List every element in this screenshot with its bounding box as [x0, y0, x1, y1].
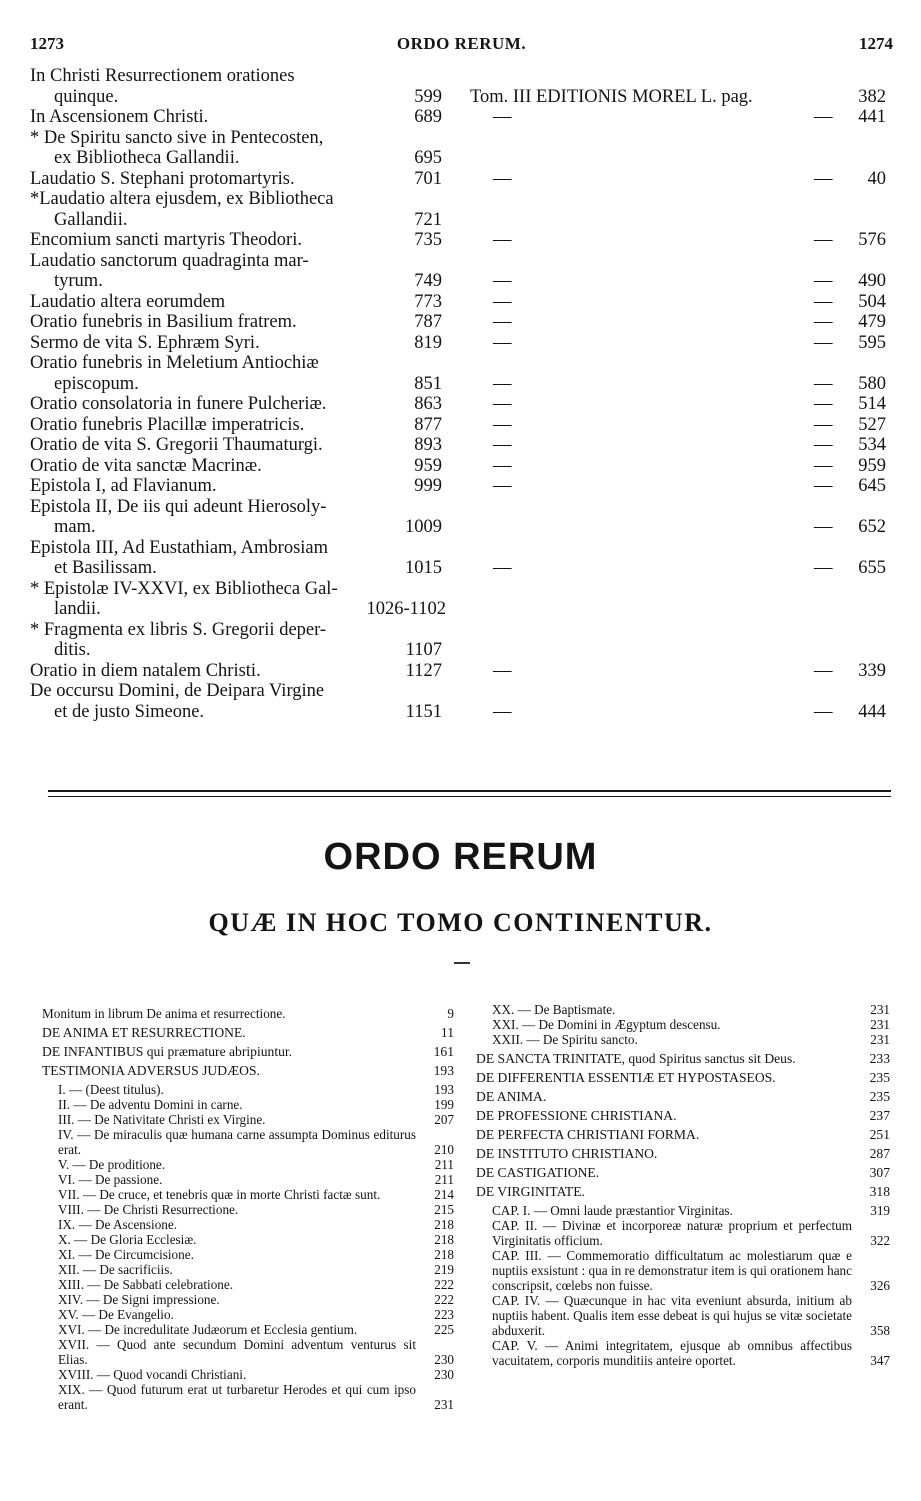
contents-entry-text: X. — De Gloria Ecclesiæ.	[58, 1232, 197, 1247]
contents-entry	[42, 1097, 454, 1112]
edition-page: 959	[858, 455, 886, 476]
ditto-dash: —	[814, 168, 833, 189]
contents-entry-page: 235	[869, 1089, 890, 1104]
contents-entry	[42, 1232, 454, 1247]
contents-entry-page: 215	[434, 1202, 454, 1217]
contents-entry	[42, 1307, 454, 1322]
section-divider-thick	[48, 790, 891, 792]
entry-title	[30, 394, 398, 415]
contents-left-column	[42, 1006, 454, 1412]
section-subtitle: QUÆ IN HOC TOMO CONTINENTUR.	[208, 908, 713, 937]
ditto-dash: —	[814, 414, 833, 435]
ditto-dash: —	[814, 373, 833, 394]
ditto-dash: —	[493, 107, 512, 127]
contents-entry-text: DE PERFECTA CHRISTIANI FORMA.	[476, 1127, 700, 1142]
entry-line: ex Bibliotheca Gallandii.	[54, 148, 240, 168]
entry-page: 1015	[405, 558, 442, 578]
contents-entry-text: VII. — De cruce, et tenebris quæ in morte Christi factæ sunt.	[58, 1187, 381, 1202]
contents-entry	[476, 1338, 890, 1368]
contents-entry-page: 193	[434, 1082, 454, 1097]
index-entry	[30, 497, 890, 538]
entry-page: 599	[414, 86, 442, 107]
entry-page: 721	[414, 209, 442, 230]
entry-line: mam.	[54, 517, 96, 537]
index-entry	[30, 456, 890, 477]
ditto-dash: —	[493, 332, 512, 353]
ditto-dash: —	[814, 394, 833, 414]
section-divider-thin	[48, 796, 891, 797]
contents-entry	[42, 1367, 454, 1382]
entry-page: 1026-1102	[366, 599, 446, 619]
edition-page: 441	[858, 107, 886, 127]
entry-title	[30, 333, 398, 354]
contents-entry	[476, 1293, 890, 1338]
ditto-dash: —	[493, 312, 512, 332]
entry-title	[30, 661, 398, 682]
contents-entry	[42, 1262, 454, 1277]
index-entry	[30, 620, 890, 661]
entry-page: 787	[414, 312, 442, 332]
contents-entry	[42, 1082, 454, 1097]
contents-entry	[476, 1248, 890, 1293]
contents-entry	[42, 1172, 454, 1187]
edition-page: 652	[858, 517, 886, 537]
entry-line: Encomium sancti martyris Theodori.	[30, 230, 302, 250]
contents-entry	[42, 1006, 454, 1021]
index-entry	[30, 66, 890, 107]
contents-entry-text: XX. — De Baptismate.	[492, 1002, 616, 1017]
contents-entry-text: I. — (Deest titulus).	[58, 1082, 164, 1097]
entry-line: et de justo Simeone.	[54, 701, 205, 722]
entry-line: Laudatio altera eorumdem	[30, 291, 226, 312]
entry-line: Oratio funebris Placillæ imperatricis.	[30, 414, 305, 435]
edition-page: 645	[858, 476, 886, 496]
ditto-dash: —	[814, 517, 833, 537]
entry-title	[30, 169, 398, 190]
entry-line: Laudatio sanctorum quadraginta mar-	[30, 250, 309, 271]
contents-entry-page: 223	[434, 1307, 454, 1322]
contents-entry-text: CAP. I. — Omni laude præstantior Virginitas.	[492, 1203, 733, 1218]
entry-line: Oratio funebris in Basilium fratrem.	[30, 312, 297, 332]
edition-reference: Tom. III EDITIONIS MOREL L. pag.	[470, 86, 753, 107]
index-entry	[30, 476, 890, 497]
entry-title	[30, 435, 398, 456]
ditto-dash: —	[493, 476, 512, 496]
ditto-dash: —	[493, 394, 512, 414]
edition-page: 504	[858, 291, 886, 312]
entry-line: In Ascensionem Christi.	[30, 107, 209, 127]
contents-entry	[476, 1184, 890, 1199]
entry-line: Oratio consolatoria in funere Pulcheriæ.	[30, 394, 327, 414]
contents-entry	[476, 1146, 890, 1161]
index-entry	[30, 230, 890, 251]
contents-entry-text: XIV. — De Signi impressione.	[58, 1292, 220, 1307]
contents-entry	[42, 1277, 454, 1292]
contents-entry-text: V. — De proditione.	[58, 1157, 166, 1172]
header-page-right: 1274	[859, 34, 893, 53]
entry-page: 1107	[405, 640, 442, 660]
entry-line: Oratio de vita sanctæ Macrinæ.	[30, 455, 262, 476]
contents-entry-page: 231	[870, 1032, 890, 1047]
contents-entry	[42, 1247, 454, 1262]
edition-page: 444	[858, 701, 886, 722]
contents-entry-page: 219	[434, 1262, 454, 1277]
ditto-dash: —	[814, 291, 833, 312]
edition-page: 527	[858, 414, 886, 435]
contents-entry-page: 11	[440, 1025, 454, 1040]
contents-entry-page: 230	[434, 1352, 454, 1367]
contents-entry-text: IX. — De Ascensione.	[58, 1217, 178, 1232]
edition-page: 580	[858, 373, 886, 394]
entry-line: et Basilissam.	[54, 558, 157, 578]
contents-entry-page: 231	[434, 1397, 454, 1412]
ditto-dash: —	[493, 414, 512, 435]
contents-entry-page: 210	[434, 1142, 454, 1157]
edition-page: 490	[858, 271, 886, 291]
contents-entry-text: DE DIFFERENTIA ESSENTIÆ ET HYPOSTASEOS.	[476, 1070, 776, 1085]
contents-entry-page: 358	[870, 1323, 890, 1338]
contents-entry	[42, 1044, 454, 1059]
entry-line: De occursu Domini, de Deipara Virgine	[30, 681, 325, 701]
entry-title	[30, 107, 398, 128]
edition-page: 339	[858, 660, 886, 681]
entry-title	[30, 497, 398, 538]
contents-entry-text: XII. — De sacrificiis.	[58, 1262, 173, 1277]
index-entry	[30, 579, 890, 620]
header-title: ORDO RERUM.	[396, 34, 527, 53]
contents-entry-text: CAP. IV. — Quæcunque in hac vita eveniunt absurda, initium ab nuptiis habent. Qualis item esse debeat is qui hujus se vitæ societate abduxerit.	[492, 1293, 852, 1338]
contents-entry-text: VI. — De passione.	[58, 1172, 163, 1187]
entry-line: Sermo de vita S. Ephræm Syri.	[30, 332, 260, 353]
entry-page: 749	[414, 271, 442, 291]
contents-entry-page: 237	[869, 1108, 890, 1123]
contents-entry-page: 318	[869, 1184, 890, 1199]
contents-entry-page: 319	[870, 1203, 890, 1218]
contents-entry-page: 211	[434, 1172, 454, 1187]
contents-entry-text: VIII. — De Christi Resurrectione.	[58, 1202, 239, 1217]
entry-page: 851	[414, 373, 442, 394]
entry-line: *Laudatio altera ejusdem, ex Bibliotheca	[30, 189, 334, 209]
index-entry	[30, 681, 890, 722]
entry-title	[30, 415, 398, 436]
contents-entry-text: DE INSTITUTO CHRISTIANO.	[476, 1146, 658, 1161]
entry-title	[30, 128, 398, 169]
contents-entry-page: 222	[434, 1292, 454, 1307]
contents-entry	[476, 1127, 890, 1142]
contents-entry-page: 322	[870, 1233, 890, 1248]
contents-entry-page: 225	[434, 1322, 454, 1337]
entry-title	[30, 456, 398, 477]
ditto-dash: —	[814, 271, 833, 291]
contents-entry-text: XVI. — De incredulitate Judæorum et Ecclesia gentium.	[58, 1322, 358, 1337]
index-entry	[30, 312, 890, 333]
running-header	[30, 34, 893, 56]
entry-line: ditis.	[54, 640, 91, 660]
contents-entry-page: 222	[434, 1277, 454, 1292]
entry-title	[30, 476, 398, 497]
ditto-dash: —	[493, 291, 512, 312]
entry-title	[30, 189, 398, 230]
entry-line: Epistola III, Ad Eustathiam, Ambrosiam	[30, 537, 329, 558]
contents-entry-page: 326	[870, 1278, 890, 1293]
contents-entry	[476, 1165, 890, 1180]
contents-right-column	[476, 1002, 890, 1368]
entry-line: * Fragmenta ex libris S. Gregorii deper-	[30, 619, 327, 640]
entry-line: tyrum.	[54, 271, 103, 291]
entry-title	[30, 292, 398, 313]
contents-entry-text: XIX. — Quod futurum erat ut turbaretur Herodes et qui cum ipso erant.	[58, 1382, 416, 1412]
ditto-dash: —	[814, 660, 833, 681]
index-entry	[30, 394, 890, 415]
contents-entry-text: XVIII. — Quod vocandi Christiani.	[58, 1367, 247, 1382]
entry-line: landii.	[54, 599, 101, 619]
entry-title	[30, 538, 398, 579]
entry-page: 863	[414, 394, 442, 414]
entry-title	[30, 681, 398, 722]
edition-page: 514	[858, 394, 886, 414]
contents-entry-text: XI. — De Circumcisione.	[58, 1247, 194, 1262]
index-entry	[30, 292, 890, 313]
contents-entry-page: 211	[434, 1157, 454, 1172]
index-entry	[30, 661, 890, 682]
ornament-dash	[454, 962, 470, 964]
entry-page: 1151	[405, 701, 442, 722]
index-entry	[30, 333, 890, 354]
ditto-dash: —	[814, 435, 833, 455]
ditto-dash: —	[493, 435, 512, 455]
ditto-dash: —	[814, 701, 833, 722]
contents-entry-page: 233	[869, 1051, 890, 1066]
contents-entry	[476, 1070, 890, 1085]
contents-entry	[476, 1089, 890, 1104]
ditto-dash: —	[814, 312, 833, 332]
entry-line: Oratio funebris in Meletium Antiochiæ	[30, 353, 319, 373]
edition-page: 40	[867, 168, 886, 189]
ditto-dash: —	[814, 107, 833, 127]
contents-entry-page: 230	[434, 1367, 454, 1382]
contents-entry-page: 231	[870, 1002, 890, 1017]
contents-entry-text: XV. — De Evangelio.	[58, 1307, 174, 1322]
entry-line: Gallandii.	[54, 209, 128, 230]
edition-page: 655	[858, 558, 886, 578]
contents-entry-text: DE ANIMA ET RESURRECTIONE.	[42, 1025, 246, 1040]
entry-line: Epistola II, De iis qui adeunt Hierosoly-	[30, 496, 327, 517]
contents-entry-page: 199	[434, 1097, 454, 1112]
ditto-dash: —	[814, 558, 833, 578]
ditto-dash: —	[814, 455, 833, 476]
contents-entry-text: CAP. V. — Animi integritatem, ejusque ab omnibus affectibus vacuitatem, corporis munditiis anteire oportet.	[492, 1338, 852, 1368]
contents-entry-text: DE PROFESSIONE CHRISTIANA.	[476, 1108, 677, 1123]
contents-entry	[476, 1218, 890, 1248]
contents-entry-text: XVII. — Quod ante secundum Domini adventum venturus sit Elias.	[58, 1337, 416, 1367]
contents-entry-page: 251	[869, 1127, 890, 1142]
index-entry	[30, 538, 890, 579]
edition-page: 534	[858, 435, 886, 455]
entry-line: Laudatio S. Stephani protomartyris.	[30, 168, 295, 189]
contents-entry-text: DE ANIMA.	[476, 1089, 547, 1104]
contents-entry-text: DE CASTIGATIONE.	[476, 1165, 600, 1180]
contents-entry	[42, 1127, 454, 1157]
contents-entry-page: 193	[433, 1063, 454, 1078]
edition-page: 382	[858, 86, 886, 107]
entry-title	[30, 312, 398, 333]
contents-entry	[42, 1112, 454, 1127]
entry-page: 773	[414, 291, 442, 312]
contents-entry-page: 218	[434, 1247, 454, 1262]
edition-page: 479	[858, 312, 886, 332]
entry-page: 893	[414, 435, 442, 455]
contents-entry	[42, 1157, 454, 1172]
contents-entry-text: DE INFANTIBUS qui præmature abripiuntur.	[42, 1044, 293, 1059]
index-entry	[30, 415, 890, 436]
index-entry	[30, 251, 890, 292]
ditto-dash: —	[493, 701, 512, 722]
ditto-dash: —	[493, 230, 512, 250]
contents-entry-text: CAP. II. — Divinæ et incorporeæ naturæ proprium et perfectum Virginitatis officium.	[492, 1218, 852, 1248]
ditto-dash: —	[814, 230, 833, 250]
contents-entry-text: IV. — De miraculis quæ humana carne assumpta Dominus editurus erat.	[58, 1127, 416, 1157]
ditto-dash: —	[493, 558, 512, 578]
entry-page: 819	[414, 332, 442, 353]
continued-index-list	[30, 66, 890, 722]
entry-title	[30, 620, 398, 661]
edition-page: 595	[858, 332, 886, 353]
contents-entry	[42, 1337, 454, 1367]
contents-entry-page: 9	[447, 1006, 454, 1021]
contents-entry	[476, 1002, 890, 1017]
entry-line: * Epistolæ IV-XXVI, ex Bibliotheca Gal-	[30, 578, 338, 599]
contents-entry-text: DE SANCTA TRINITATE, quod Spiritus sanctus sit Deus.	[476, 1051, 796, 1066]
contents-entry	[476, 1203, 890, 1218]
contents-entry	[476, 1017, 890, 1032]
entry-page: 1127	[405, 660, 442, 681]
ditto-dash: —	[493, 455, 512, 476]
contents-entry-page: 218	[434, 1232, 454, 1247]
contents-entry-page: 287	[869, 1146, 890, 1161]
contents-entry	[42, 1217, 454, 1232]
contents-entry-text: Monitum in librum De anima et resurrectione.	[42, 1006, 286, 1021]
contents-entry-page: 218	[434, 1217, 454, 1232]
entry-page: 701	[414, 168, 442, 189]
entry-page: 959	[414, 455, 442, 476]
contents-entry-text: XXII. — De Spiritu sancto.	[492, 1032, 638, 1047]
entry-line: episcopum.	[54, 373, 139, 394]
entry-line: In Christi Resurrectionem orationes	[30, 66, 295, 86]
index-entry	[30, 128, 890, 169]
entry-title	[30, 66, 398, 107]
entry-page: 689	[414, 107, 442, 127]
contents-entry	[42, 1202, 454, 1217]
contents-entry-page: 307	[869, 1165, 890, 1180]
contents-entry-page: 231	[870, 1017, 890, 1032]
entry-page: 877	[414, 414, 442, 435]
ditto-dash: —	[814, 476, 833, 496]
entry-line: quinque.	[54, 86, 119, 107]
header-page-left: 1273	[30, 34, 64, 53]
contents-entry-text: DE VIRGINITATE.	[476, 1184, 585, 1199]
entry-line: * De Spiritu sancto sive in Pentecosten,	[30, 127, 324, 148]
contents-entry	[42, 1063, 454, 1078]
entry-page: 999	[414, 476, 442, 496]
index-entry	[30, 353, 890, 394]
contents-entry	[42, 1187, 454, 1202]
entry-line: Oratio in diem natalem Christi.	[30, 660, 261, 681]
entry-page: 1009	[405, 517, 442, 537]
contents-entry	[476, 1032, 890, 1047]
contents-entry	[476, 1051, 890, 1066]
ditto-dash: —	[493, 168, 512, 189]
contents-entry	[476, 1108, 890, 1123]
contents-entry-text: III. — De Nativitate Christi ex Virgine.	[58, 1112, 266, 1127]
entry-page: 735	[414, 230, 442, 250]
section-title: ORDO RERUM	[323, 836, 598, 878]
entry-title	[30, 353, 398, 394]
index-entry	[30, 169, 890, 190]
contents-entry	[42, 1292, 454, 1307]
contents-entry	[42, 1322, 454, 1337]
index-entry	[30, 435, 890, 456]
entry-title	[30, 579, 398, 620]
entry-line: Oratio de vita S. Gregorii Thaumaturgi.	[30, 435, 323, 455]
contents-entry-text: XXI. — De Domini in Ægyptum descensu.	[492, 1017, 721, 1032]
contents-entry-text: XIII. — De Sabbati celebratione.	[58, 1277, 234, 1292]
contents-entry-text: II. — De adventu Domini in carne.	[58, 1097, 243, 1112]
entry-line: Epistola I, ad Flavianum.	[30, 476, 217, 496]
index-entry	[30, 189, 890, 230]
contents-entry-page: 347	[870, 1353, 890, 1368]
entry-title	[30, 251, 398, 292]
contents-entry-page: 214	[434, 1187, 454, 1202]
ditto-dash: —	[493, 660, 512, 681]
index-entry	[30, 107, 890, 128]
contents-entry-page: 207	[434, 1112, 454, 1127]
ditto-dash: —	[814, 332, 833, 353]
contents-entry	[42, 1025, 454, 1040]
entry-page: 695	[414, 148, 442, 168]
ditto-dash: —	[493, 373, 512, 394]
edition-page: 576	[858, 230, 886, 250]
contents-entry	[42, 1382, 454, 1412]
ditto-dash: —	[493, 271, 512, 291]
contents-entry-page: 235	[869, 1070, 890, 1085]
contents-entry-page: 161	[433, 1044, 454, 1059]
contents-entry-text: CAP. III. — Commemoratio difficultatum ac molestiarum quæ e nuptiis exsistunt : qua in re demonstratur item is qui orationem hanc conscripsit, cœlebs non fuisse.	[492, 1248, 852, 1293]
entry-title	[30, 230, 398, 251]
contents-entry-text: TESTIMONIA ADVERSUS JUDÆOS.	[42, 1063, 260, 1078]
